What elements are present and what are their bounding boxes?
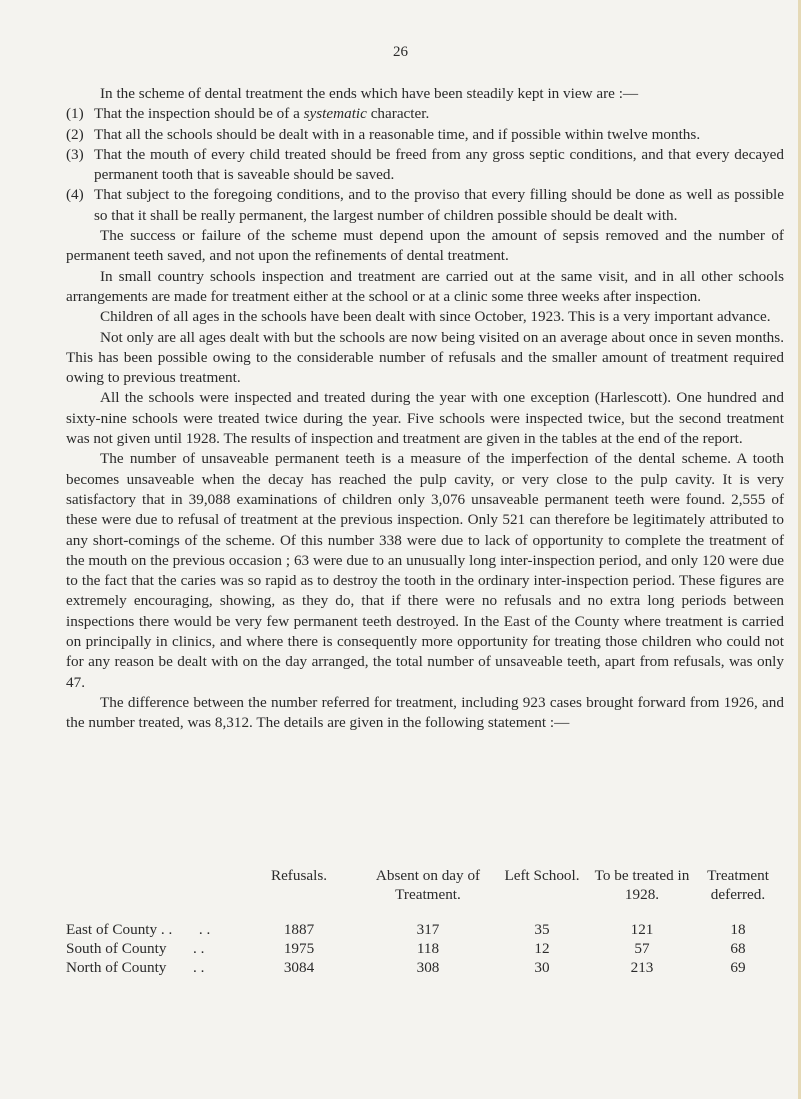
page-number: 26 <box>393 44 408 60</box>
table-cell: 3084 <box>283 959 315 976</box>
list-item <box>66 185 784 226</box>
paragraph: All the schools were inspected and treated during the year with one exception (Harlescott). One hundred and sixty-nine schools were treated twice during the year. Five schools were inspected twice, but the second treatment was not given until 1928. The results of inspection and treatment are given in the tables at the end of the report. <box>66 389 784 448</box>
column-header: Absent on day of Treatment. <box>375 867 481 903</box>
column-header: Refusals. <box>270 867 328 884</box>
paragraph: In small country schools inspection and treatment are carried out at the same visit, and in all other schools arrangements are made for treatment either at the school or at a clinic some three weeks after inspection. <box>66 267 784 305</box>
statistics-table <box>66 866 784 977</box>
list-item <box>66 125 784 145</box>
list-text: That all the schools should be dealt with in a reasonable time, and if possible within twelve months. <box>94 125 701 143</box>
list-emphasis: systematic <box>303 105 367 123</box>
table-cell: 57 <box>634 940 650 957</box>
table-cell: 308 <box>416 959 440 976</box>
list-number: (4) <box>66 186 84 204</box>
table-cell: 68 <box>730 940 746 957</box>
list-item <box>66 145 784 186</box>
list-number: (3) <box>66 145 84 163</box>
list-text: That the inspection should be of a <box>94 105 304 123</box>
column-header: To be treated in 1928. <box>594 867 690 903</box>
table-header-row <box>66 866 784 904</box>
intro-paragraph: In the scheme of dental treatment the ends which have been steadily kept in view are :— <box>100 85 639 102</box>
table-row <box>66 939 784 958</box>
table-cell: 30 <box>534 959 550 976</box>
row-label: South of County . . <box>66 940 205 957</box>
table-row <box>66 958 784 977</box>
table-cell: 12 <box>534 940 550 957</box>
table-cell: 121 <box>630 921 654 938</box>
column-header: Left School. <box>504 867 580 884</box>
aims-list <box>66 104 784 226</box>
list-text: That the mouth of every child treated should be freed from any gross septic conditions, and that every decayed permanent tooth that is saveable should be saved. <box>94 145 784 184</box>
column-header: Treatment deferred. <box>707 867 769 903</box>
paragraph: Children of all ages in the schools have been dealt with since October, 1923. This is a very important advance. <box>100 308 771 326</box>
list-number: (2) <box>66 125 84 143</box>
table-cell: 1887 <box>283 921 315 938</box>
paragraph: The number of unsaveable permanent teeth is a measure of the imperfection of the dental scheme. A tooth becomes unsaveable when the decay has reached the pulp cavity, or very close to the pulp cavity. It is very satisfactory that in 39,088 examinations of children only 3,076 unsaveable permanent teeth were found. 2,555 of these were due to refusal of treatment at the previous inspection. Only 521 can therefore be legitimately attributed to any short-comings of the scheme. Of this number 338 were due to lack of opportunity to complete the treatment of the mouth on the previous occasion ; 63 were due to an unusually long inter-inspection period, and only 120 were due to the fact that the caries was so rapid as to destroy the tooth in the ordinary inter-inspection period. These figures are extremely encouraging, showing, as they do, that if there were no refusals and no extra long periods between inspections there would be very few permanent teeth destroyed. In the East of the County where treatment is carried on principally in clinics, and where there is consequently more opportunity for treating those children who could not for any reason be dealt with on the day arranged, the total number of unsaveable teeth, apart from refusals, was only 47. <box>66 450 784 691</box>
paragraph: The difference between the number referred for treatment, including 923 cases brought forward from 1926, and the number treated, was 8,312. The details are given in the following statement :— <box>66 693 784 732</box>
list-text: That subject to the foregoing conditions, and to the proviso that every filling should be done as well as possible so that it shall be really permanent, the largest number of children possible should be dealt with. <box>94 186 784 224</box>
table-cell: 18 <box>730 921 746 938</box>
body-text <box>66 84 784 734</box>
table-cell: 213 <box>630 959 654 976</box>
list-text: character. <box>366 105 430 123</box>
row-label: East of County . . . . <box>66 921 211 938</box>
row-label: North of County . . <box>66 959 205 976</box>
table-row <box>66 920 784 939</box>
paragraph: The success or failure of the scheme must depend upon the amount of sepsis removed and the number of permanent teeth saved, and not upon the refinements of dental treatment. <box>66 227 784 265</box>
table-cell: 118 <box>416 940 440 957</box>
spacer-row <box>66 904 784 920</box>
table-cell: 35 <box>534 921 550 938</box>
paragraph: Not only are all ages dealt with but the schools are now being visited on an average about once in seven months. This has been possible owing to the considerable number of refusals and the smaller amount of treatment required owing to previous treatment. <box>66 328 784 387</box>
row-header-blank <box>66 866 234 904</box>
table-cell: 69 <box>730 959 746 976</box>
table-cell: 317 <box>416 921 440 938</box>
table-cell: 1975 <box>283 940 315 957</box>
list-number: (1) <box>66 105 84 123</box>
list-item <box>66 104 784 124</box>
